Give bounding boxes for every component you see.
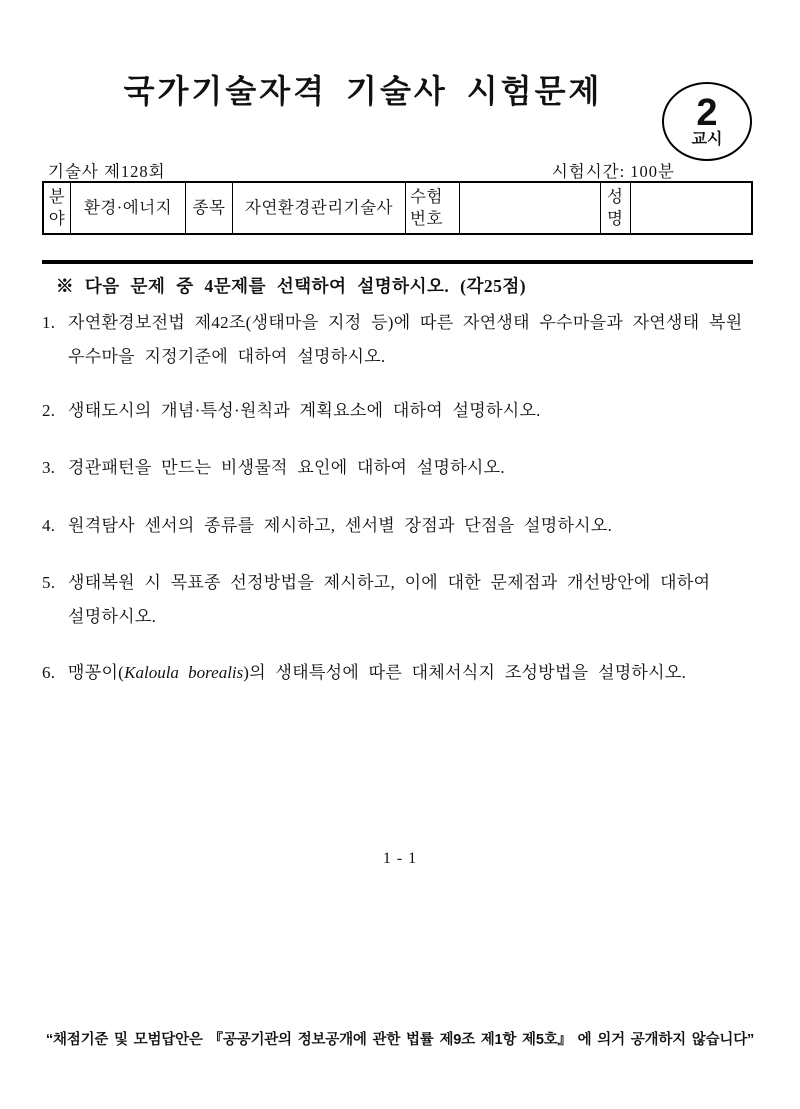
session-badge: [662, 82, 752, 161]
question-4-number: 4.: [42, 516, 56, 535]
question-1-text: [68, 306, 760, 374]
species-name: Kaloula borealis: [124, 663, 244, 682]
exam-time: 시험시간: 100분: [551, 162, 675, 181]
subject-label: 종목: [185, 183, 232, 233]
question-1-line-1: 자연환경보전법 제42조(생태마을 지정 등)에 따른 자연생태 우수마을과 자연생태 복원: [68, 313, 743, 332]
question-5-line-1: 생태복원 시 목표종 선정방법을 제시하고, 이에 대한 문제점과 개선방안에 대하여: [68, 573, 711, 592]
question-6-prefix: 맹꽁이(: [68, 663, 125, 682]
question-5: [42, 566, 760, 634]
field-value: 환경·에너지: [70, 183, 185, 233]
question-5-line-2: 설명하시오.: [68, 607, 157, 626]
question-6-number: 6.: [42, 663, 56, 682]
instruction-line: ※ 다음 문제 중 4문제를 선택하여 설명하시오. (각25점): [56, 276, 527, 296]
question-2-number: 2.: [42, 401, 56, 420]
session-number: 2: [696, 92, 718, 134]
question-1-line-2: 우수마을 지정기준에 대하여 설명하시오.: [68, 347, 386, 366]
exam-number-blank-cell: [459, 183, 600, 233]
question-2-text: 생태도시의 개념·특성·원칙과 계획요소에 대하여 설명하시오.: [68, 401, 541, 420]
question-5-text: [68, 566, 760, 634]
session-label: 교시: [691, 131, 723, 148]
exam-type-round: 기술사 제128회: [48, 162, 166, 181]
field-label: 분야: [48, 187, 66, 228]
exam-number-label: 수험번호: [405, 183, 459, 233]
question-1-number: 1.: [42, 313, 56, 332]
page-title: 국가기술자격 기술사 시험문제: [123, 73, 603, 109]
question-6-text: [68, 656, 760, 690]
divider-rule: [42, 260, 753, 264]
question-3: [42, 451, 760, 485]
question-6: [42, 656, 760, 690]
question-1: [42, 306, 760, 374]
name-label: 성명: [600, 183, 630, 233]
question-4-text: 원격탐사 센서의 종류를 제시하고, 센서별 장점과 단점을 설명하시오.: [68, 516, 613, 535]
footer-notice: “채점기준 및 모범답안은 『공공기관의 정보공개에 관한 법률 제9조 제1항 제5호』 에 의거 공개하지 않습니다”: [45, 1032, 755, 1048]
subject-value: 자연환경관리기술사: [232, 183, 405, 233]
question-3-number: 3.: [42, 458, 56, 477]
question-5-number: 5.: [42, 573, 56, 592]
candidate-info-table: [42, 181, 753, 235]
question-6-suffix: )의 생태특성에 따른 대체서식지 조성방법을 설명하시오.: [243, 663, 687, 682]
name-blank-cell: [630, 183, 751, 233]
meta-row: [42, 158, 753, 181]
question-4: [42, 509, 760, 543]
question-3-text: 경관패턴을 만드는 비생물적 요인에 대하여 설명하시오.: [68, 458, 505, 477]
page-number: 1 - 1: [382, 850, 418, 867]
question-2: [42, 394, 760, 428]
